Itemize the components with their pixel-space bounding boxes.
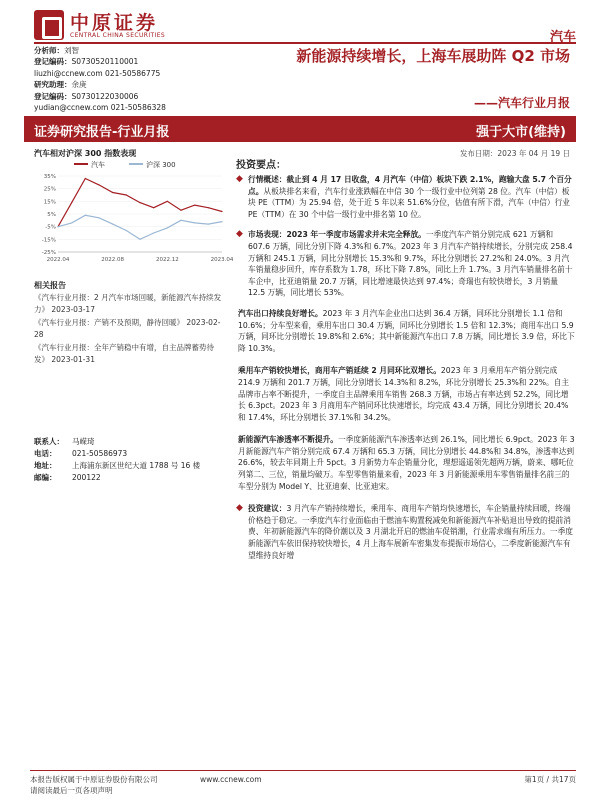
analyst-meta-row [34, 56, 214, 67]
brand-name-cn: 中原证券 [70, 12, 159, 34]
page-footer [30, 770, 576, 795]
y-tick-label: 5% [47, 212, 56, 218]
contact-block [34, 436, 224, 484]
contact-person: 马嵘琦 [72, 437, 95, 446]
key-point-paragraph [236, 308, 576, 354]
analyst-meta-row [34, 102, 214, 113]
meta-key: 登记编码： [34, 57, 72, 67]
analyst-meta-row [34, 45, 214, 56]
data-point [180, 220, 181, 221]
key-point-paragraph [236, 434, 576, 492]
paragraph-head: 汽车出口持续良好增长。 [238, 308, 323, 318]
data-point [208, 224, 209, 225]
x-tick-label: 2022.08 [101, 257, 125, 263]
analyst-info [34, 45, 214, 113]
company-logo [34, 8, 174, 42]
analyst-meta-row [34, 68, 214, 79]
data-point [71, 202, 72, 203]
bullet-icon: ◆ [236, 174, 243, 184]
data-point [221, 221, 222, 222]
meta-value: liuzhi@ccnew.com 021-50586775 [34, 68, 161, 78]
report-title: 新能源持续增长，上海车展助阵 Q2 市场 [296, 47, 570, 65]
website-link[interactable]: www.ccnew.com [200, 775, 262, 784]
address-label: 地址： [34, 461, 57, 470]
contact-person-label: 联系人： [34, 437, 64, 446]
analyst-meta-row [34, 79, 214, 90]
paragraph-text: 从板块排名来看，汽车行业涨跌幅在中信 30 个一级行业中位列第 28 位。汽车（中信）板块 PE（TTM）为 25.94 倍，处于近 5 年以来 51.6%分位，估值有所下滑，汽车（中信）行业 PE（TTM）在 30 个中信一级行业中排名第 10 位。 [248, 186, 570, 219]
key-point-paragraph [236, 174, 576, 220]
data-point [208, 207, 209, 208]
zip-value: 200122 [72, 473, 101, 482]
y-tick-label: -15% [41, 237, 56, 244]
data-point [71, 222, 72, 223]
data-point [85, 215, 86, 216]
data-point [194, 205, 195, 206]
data-point [112, 224, 113, 225]
related-reports-list [34, 292, 224, 367]
y-tick-label: 25% [43, 186, 56, 193]
report-type: 证券研究报告-行业月报 [34, 125, 170, 140]
report-subtitle: ——汽车行业月报 [473, 96, 570, 110]
paragraph-text: 2023 年 3 月乘用车产销分别完成 214.9 万辆和 201.7 万辆，同比分别增长 14.3%和 8.2%，环比分别增长 25.3%和 22%。自主品牌市占率不断提升，一季度自主品牌乘用车销售 268.3 万辆，市场占有率达到 52.2%，同比增长 6.3pct。2023 年 3 月商用车产销同环比快速增长，均完成 43.4 万辆，同比分别增长 20.4%和 17.4%，环比分别增长 37.1%和 34.2%。 [238, 366, 570, 422]
meta-value: 余庚 [71, 80, 87, 90]
related-report-item[interactable]: 《汽车行业月报：全年产销稳中有增，自主品牌蓄势待发》 2023-01-31 [34, 343, 214, 364]
bullet-icon: ◆ [236, 503, 243, 514]
data-point [221, 211, 222, 212]
paragraph-text: 2023 年 3 月汽车企业出口达到 36.4 万辆，同环比分别增长 1.1 倍和 10.6%；分车型来看，乘用车出口 30.4 万辆，同环比分别增长 1.5 倍和 12.3%；商用车出口 5.9 万辆，同环比分别增长 19.8%和 2.6%；其中新能源汽车出口 7.8 万辆，同比增长 3.9 倍，环比下降 10.3%。 [238, 308, 575, 353]
x-tick-label: 2022.04 [46, 257, 70, 263]
meta-key: 登记编码： [34, 91, 72, 101]
y-tick-label: -5% [45, 224, 56, 231]
zip-label: 邮编： [34, 473, 57, 482]
logo-mark-icon [34, 10, 64, 40]
paragraph-text: 3 月汽车产销持续增长，乘用车、商用车产销均快速增长，车企销量持续回暖，终端价格趋于稳定。一季度汽车行业面临由于燃油车购置税减免和新能源汽车补贴退出导致的提前消费、年初新能源汽车的降价潮以及 3 月湖北开启的燃油车促销潮，行业需求端有所压力。一季度新能源汽车依旧保持较快增长，4 月上海车展新车密集发布提振市场信心，二季度新能源汽车有望维持良好增 [248, 504, 573, 560]
phone-value: 021-50586973 [72, 449, 128, 458]
data-point [139, 239, 140, 240]
report-banner [24, 116, 576, 142]
legend-label: 汽车 [91, 161, 105, 169]
data-point [167, 227, 168, 228]
chart-title: 汽车相对沪深 300 指数表现 [34, 149, 137, 158]
data-point [112, 192, 113, 193]
paragraph-head: 新能源汽车渗透率不断提升。 [238, 435, 338, 445]
data-point [98, 217, 99, 218]
data-point [194, 222, 195, 223]
industry-label: 汽车 [549, 30, 576, 45]
data-point [85, 178, 86, 179]
data-point [57, 226, 58, 227]
data-point [167, 201, 168, 202]
paragraph-head: 市场表现：2023 年一季度市场需求并未完全释放。 [248, 230, 426, 240]
series-line [58, 215, 222, 239]
rating-badge: 强于大市(维持) [476, 125, 566, 140]
meta-value: 刘智 [64, 46, 79, 55]
y-tick-label: -25% [41, 250, 56, 256]
paragraph-text: 一季度新能源汽车渗透率达到 26.1%，同比增长 6.9pct。2023 年 3 月新能源汽车产销分别完成 67.4 万辆和 65.3 万辆，同比分别增长 44.8%和 34.8%，渗透率达到 26.6%，较去年同期上升 5pct。3 月新势力车企销量分化，理想遥遥领先超两万辆，蔚来、哪吒位列第二、三位，销量均破万。车型零售销量来看，2023 年 3 月新能源乘用车零售销量排名前三的车型分别为 Model Y、比亚迪秦、比亚迪宋。 [238, 435, 575, 491]
meta-value: S0730122030006 [71, 91, 139, 101]
data-point [153, 232, 154, 233]
analyst-meta-row [34, 91, 214, 102]
y-tick-label: 15% [43, 199, 56, 206]
paragraph-text: 一季度汽车产销分别完成 621 万辆和 607.6 万辆，同比分别下降 4.3%和 6.7%。2023 年 3 月汽车产销持续增长，分别完成 258.4 万辆和 245.1 万辆，同比分别增长 15.3%和 9.7%，环比分别增长 27.2%和 24.0%。3 月汽车销量稳步回升，库存系数为 1.78，环比下降 7.8%，同比上升 1.7%。3 月汽车销量排名前十车企中，比亚迪销量 20.7 万辆，同比增速最快达到 97.4%；奇瑞也有较快增长，3 月销量 12.5 万辆，同比增长 53%。 [248, 230, 573, 298]
relative-performance-chart [34, 156, 234, 268]
related-reports-heading: 相关报告 [34, 281, 66, 290]
x-tick-label: 2023.04 [210, 257, 234, 263]
key-point-paragraph [236, 365, 576, 423]
y-tick-label: 35% [43, 174, 56, 180]
bullet-icon: ◆ [236, 229, 243, 240]
brand-name-en: CENTRAL CHINA SECURITIES [70, 32, 166, 39]
legend-label: 沪深 300 [146, 161, 176, 169]
key-point-paragraph [236, 503, 576, 561]
data-point [139, 202, 140, 203]
data-point [126, 230, 127, 231]
data-point [153, 207, 154, 208]
paragraph-head: 投资建议： [248, 504, 287, 514]
page-number: 第1页 / 共17页 [524, 775, 576, 784]
meta-value: yudian@ccnew.com 021-50586328 [34, 103, 166, 113]
related-report-item[interactable]: 《汽车行业月报：产销不及预期，静待回暖》 2023-02-28 [34, 318, 221, 339]
x-tick-label: 2022.12 [155, 257, 179, 263]
key-points-body [236, 174, 576, 570]
disclaimer-note: 请阅读最后一页各项声明 [30, 786, 113, 795]
copyright-text: 本报告版权属于中原证券股份有限公司 [30, 775, 158, 784]
publish-date: 发布日期：2023 年 04 月 19 日 [459, 149, 570, 158]
header-divider [34, 42, 576, 44]
paragraph-head: 行情概述：截止到 4 月 17 日收盘，4 月汽车（中信）板块下跌 2.1%，跑输大盘 5.7 个百分点。 [248, 175, 572, 196]
meta-value: S0730520110001 [71, 57, 139, 67]
data-point [98, 184, 99, 185]
phone-label: 电话： [34, 449, 57, 458]
key-point-paragraph [236, 229, 576, 299]
data-point [180, 210, 181, 211]
meta-key: 分析师： [34, 46, 64, 55]
meta-key: 研究助理： [34, 80, 72, 90]
related-report-item[interactable]: 《汽车行业月报：2 月汽车市场回暖，新能源汽车持续发力》 2023-03-17 [34, 293, 222, 314]
paragraph-head: 乘用车产销较快增长，商用车产销延续 2 月同环比双增长。 [238, 366, 441, 376]
key-points-heading: 投资要点： [236, 160, 286, 171]
address-value: 上海浦东新区世纪大道 1788 号 16 楼 [72, 461, 201, 470]
data-point [126, 194, 127, 195]
